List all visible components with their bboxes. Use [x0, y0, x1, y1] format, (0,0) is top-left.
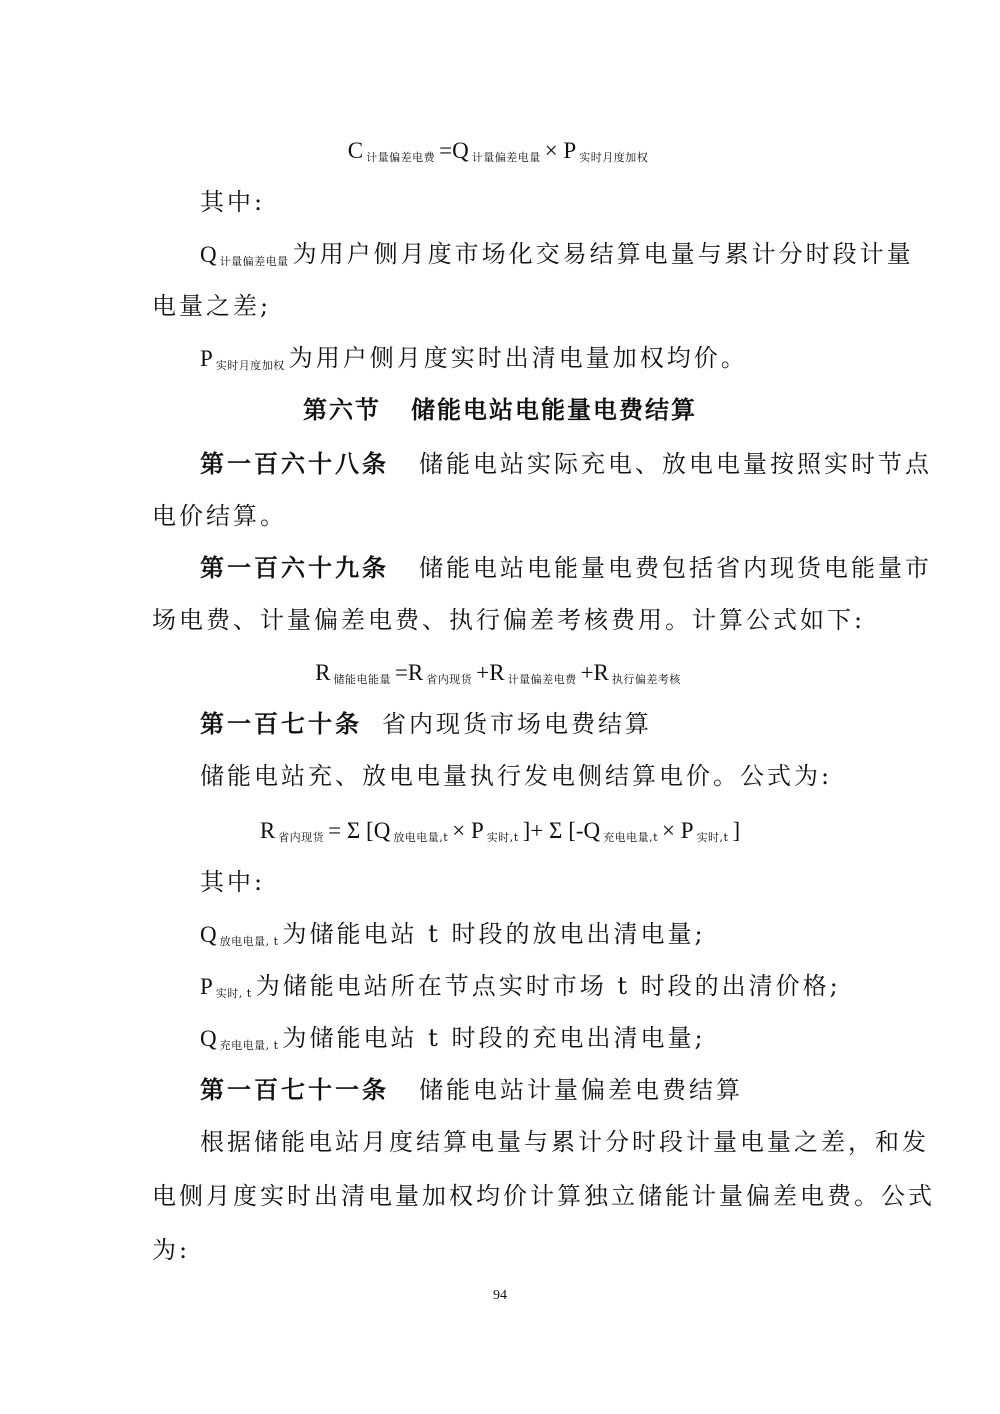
- article-171: [200, 1074, 850, 1106]
- formula-subscript: 充电电量, t: [219, 1039, 279, 1052]
- formula-symbol: P: [200, 346, 213, 371]
- definition-q-deviation: [200, 238, 914, 275]
- formula-subscript: 计量偏差电费: [507, 673, 577, 686]
- article-text: 省内现货市场电费结算: [382, 710, 652, 738]
- definition-q-deviation-cont: 电量之差;: [152, 292, 272, 320]
- paragraph-171-line2: 电侧月度实时出清电量加权均价计算独立储能计量偏差电费。公式: [152, 1182, 935, 1210]
- article-169-cont: 场电费、计量偏差电费、执行偏差考核费用。计算公式如下:: [152, 606, 866, 634]
- formula-symbol: Q: [200, 922, 217, 947]
- formula-symbol: C: [347, 138, 364, 163]
- paragraph-170: 储能电站充、放电电量执行发电侧结算电价。公式为:: [200, 762, 833, 790]
- where-label: 其中:: [200, 188, 266, 216]
- article-text: 储能电站实际充电、放电电量按照实时节点: [419, 450, 932, 478]
- article-168-cont: 电价结算。: [152, 502, 287, 530]
- section-number: 第六节: [303, 395, 381, 424]
- where-label: 其中:: [200, 868, 266, 896]
- article-168: [200, 448, 932, 480]
- definition-p-weighted: [200, 342, 850, 379]
- formula-subscript: 实时月度加权: [579, 151, 649, 164]
- paragraph-171-line1: 根据储能电站月度结算电量与累计分时段计量电量之差，和发: [200, 1128, 929, 1156]
- formula-subscript: 省内现货: [278, 831, 325, 844]
- article-label: 第一百六十九条: [200, 553, 389, 582]
- article-text: 储能电站电能量电费包括省内现货电能量市: [419, 554, 932, 582]
- formula-subscript: 实时, t: [215, 987, 252, 1000]
- formula-spot-fee: [0, 814, 1000, 851]
- formula-symbol: ]+ Σ [-Q: [522, 818, 601, 843]
- definition-text: 为储能电站 t 时段的充电出清电量;: [282, 1024, 706, 1052]
- definition-text: 为用户侧月度实时出清电量加权均价。: [288, 344, 748, 372]
- article-169: [200, 552, 932, 584]
- formula-symbol: × P: [544, 138, 577, 163]
- definition-text: 为储能电站所在节点实时市场 t 时段的出清价格;: [255, 972, 841, 1000]
- article-170: [200, 708, 850, 740]
- definition-q-discharge: [200, 918, 850, 955]
- article-label: 第一百七十一条: [200, 1075, 389, 1104]
- formula-deviation-fee: [0, 134, 1000, 171]
- formula-subscript: 计量偏差电费: [366, 151, 436, 164]
- formula-symbol: R: [315, 660, 331, 685]
- formula-symbol: R: [259, 818, 276, 843]
- formula-symbol: =Q: [439, 138, 469, 163]
- formula-subscript: 放电电量, t: [219, 935, 279, 948]
- formula-symbol: = Σ [Q: [328, 818, 391, 843]
- formula-subscript: 计量偏差电量: [219, 255, 289, 268]
- page-number: 94: [493, 1288, 507, 1303]
- definition-q-charge: [200, 1022, 850, 1059]
- formula-symbol: × P: [662, 818, 694, 843]
- formula-storage-energy-fee: [0, 656, 1000, 693]
- formula-subscript: 实时,t: [486, 831, 519, 844]
- formula-symbol: P: [200, 974, 213, 999]
- section-heading: [0, 394, 1000, 426]
- formula-symbol: =R: [394, 660, 424, 685]
- formula-subscript: 实时,t: [696, 831, 729, 844]
- formula-subscript: 计量偏差电量: [471, 151, 541, 164]
- formula-symbol: × P: [452, 818, 484, 843]
- formula-subscript: 执行偏差考核: [611, 673, 681, 686]
- article-label: 第一百七十条: [200, 709, 362, 738]
- formula-subscript: 放电电量,t: [393, 831, 449, 844]
- formula-symbol: +R: [580, 660, 609, 685]
- definition-text: 为用户侧月度市场化交易结算电量与累计分时段计量: [292, 240, 914, 268]
- definition-p-realtime: [200, 970, 850, 1007]
- formula-symbol: Q: [200, 1026, 217, 1051]
- section-title: 储能电站电能量电费结算: [411, 395, 697, 424]
- formula-subscript: 储能电能量: [333, 673, 391, 686]
- paragraph-171-line3: 为:: [152, 1236, 191, 1264]
- definition-text: 为储能电站 t 时段的放电出清电量;: [282, 920, 706, 948]
- formula-symbol: ]: [732, 818, 741, 843]
- article-text: 储能电站计量偏差电费结算: [419, 1076, 743, 1104]
- article-label: 第一百六十八条: [200, 449, 389, 478]
- formula-symbol: +R: [476, 660, 505, 685]
- formula-subscript: 实时月度加权: [215, 359, 285, 372]
- formula-subscript: 充电电量,t: [603, 831, 659, 844]
- formula-symbol: Q: [200, 242, 217, 267]
- formula-subscript: 省内现货: [426, 673, 473, 686]
